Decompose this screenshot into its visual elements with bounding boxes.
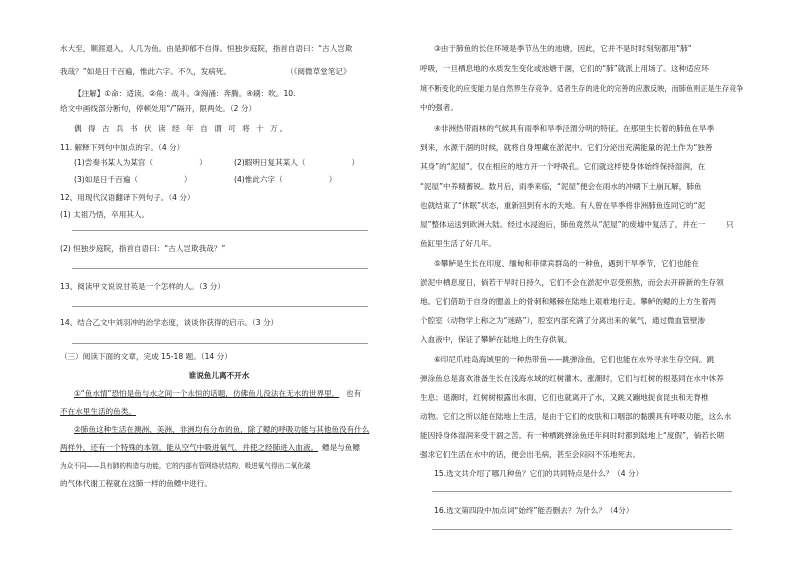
source-citation: （《阅微草堂笔记》: [286, 67, 351, 76]
answer-line[interactable]: [72, 230, 368, 231]
question-12: 12、用现代汉语翻译下列句子。（4 分）: [60, 193, 195, 202]
q12-item-1: (1) 太祖乃悟，卒用其人。: [60, 210, 150, 219]
article-para-2-cont: 为众不同——具有肺的构造与功能，它的内部有管网络状结构，吸进氧气得出二氧化碳: [60, 462, 311, 470]
annotation-note: 【注解】①命：适读。②角：战斗。③洶涌：奔腾。④刷：吹。10.: [74, 89, 296, 98]
q11-row-2: (3)如是日千百遍（ ） (4)惟此六字（ ）: [74, 175, 337, 184]
article-para-5-cont: 入血液中，保证了攀鲈在陆地上的生存供氧。: [420, 335, 572, 344]
answer-line[interactable]: [72, 343, 368, 344]
article-para-3-cont: 呼吸，一旦栖息地的水质发生变化或池塘干涸，它们的“肺”就派上用场了。这种适应环: [420, 64, 709, 73]
answer-line[interactable]: [72, 306, 368, 307]
article-para-4-cont: 鱼缸里生活了好几年。: [420, 239, 496, 248]
section-3-heading: （三）阅读下面的文章，完成 15-18 题。（14 分）: [60, 352, 232, 361]
answer-line[interactable]: [432, 491, 732, 492]
article-para-2: ②肺鱼这种生活在澳洲、美洲、非洲均有分布的鱼，除了鳃的呼吸功能与其他鱼没有什么: [74, 425, 370, 434]
article-para-1-cont: 不在水里生活的鱼类。: [60, 407, 136, 416]
article-para-3-cont: 中的强者。: [420, 103, 458, 112]
article-para-4-cont: 屋”整体运送到欧洲大陆。经过水浸泡后，肺鱼竟然从“泥屋”的废墟中复活了，并在一 只: [420, 220, 734, 229]
article-para-6: ⑥印尼爪哇岛海域里的一种热带鱼——跳弹涂鱼，它们也能在水外寻求生存空间。跳: [434, 355, 715, 364]
article-para-6-cont: 弹涂鱼总是喜欢准备生长在浅海水域的红树灌木。涨潮时，它们与红树的根基同在水中休养: [420, 374, 724, 383]
article-title: 谁说鱼儿离不开水: [188, 371, 250, 380]
question-15: 15.选文共介绍了哪几种鱼？它们的共同特点是什么？（4 分）: [434, 469, 644, 478]
article-para-5-cont: 淤泥中栖息度日，倘若干旱时日持久，它们不会在淤泥中忍受煎熬，而会去开辟新的生存领: [420, 278, 724, 287]
article-para-2-end: 的气体代谢工程就在这肺一样的鱼鳔中进行。: [60, 479, 212, 488]
question-14: 14、结合乙文中刘羽冲的治学态度，谈谈你获得的启示。（3 分）: [60, 318, 279, 327]
question-16: 16.选文第四段中加点词“始终”能否删去？为什么？（4分）: [434, 506, 634, 515]
question-10: 给文中画线部分断句，停顿处用“/”隔开，限两处。（2 分）: [60, 104, 257, 113]
article-para-1: ①“鱼水情”恐怕是鱼与水之间一个永恒的话题，仿佛鱼儿没法在无水的世界里， 也有: [74, 389, 362, 398]
article-para-5-cont: 地。它们借助于自身的腮盖上的骨刺和鳍棘在陆地上艰难地行走。攀鲈的鳃的上方生着两: [420, 297, 717, 306]
article-para-6-cont: 强求它们生活在水中的话，便会出毛病，甚至会闷闷不乐地死去。: [420, 450, 641, 459]
q12-item-2: (2) 恒独步庭院，指首自语曰：“古人岂欺我哉？”: [60, 244, 226, 253]
article-para-4-cont: “泥屋”中养精蓄锐。数月后，雨季来临，“泥屋”便会在雨水的冲刷下土崩瓦解，肺鱼: [420, 182, 702, 191]
article-para-3-cont: 境不断变化的应变能力是自然界生存竞争、适者生存的进化的完善的应激反映，而肺鱼则正是生存竞争: [420, 84, 744, 93]
article-para-4-cont: 其身”的“泥屋”，仅在相应的地方开一个呼吸孔。它们就这样使身体始终保持湿润，在: [420, 162, 706, 171]
article-para-4-cont: 到来，水源干涸的时候，就将自身埋藏在淤泥中。它们分泌出充满能量的泥土作为“独善: [420, 143, 713, 152]
answer-line[interactable]: [432, 529, 732, 530]
story-line: 水大至，顺涯退入，人几为鱼。由是抑郁不自得。恒独步庭院，指首自语曰：“古人岂欺: [60, 44, 353, 53]
story-line: 我哉？”如是日千百遍，惟此六字。不久，发病死。 （《阅微草堂笔记》: [60, 67, 351, 76]
answer-line[interactable]: [72, 268, 368, 269]
article-para-5-cont: 个腔室（动物学上称之为“迷路”），腔室内部充满了分离出来的氧气，通过微血管壁渗: [420, 316, 706, 325]
article-para-4-cont: 也就结束了“休眠”状态，重新回到有水的天地。有人曾在旱季将非洲肺鱼连同它的“泥: [420, 201, 706, 210]
article-para-6-cont: 动物。它们之所以能在陆地上生活，是由于它们的皮肤和口咽部的黏膜具有呼吸功能，这么水: [420, 412, 732, 421]
article-para-2-cont: 两样外，还有一个特殊的本领，能从空气中吸进氧气，并使之经肺进入血液。 鳔是与鱼鳔: [60, 443, 360, 452]
article-para-3: ③由于肺鱼的长住环境是季节丛生的池塘，因此，它并不是时时刻刻都用“肺”: [434, 44, 692, 53]
question-13: 13、阅读甲文说说甘英是一个怎样的人。（3 分）: [60, 282, 225, 291]
punctuation-sentence: 偶 得 古 兵 书 伏 读 经 年 自 谓 可 将 十 万。: [74, 124, 290, 133]
question-11: 11. 解释下列句中加点的字。（4 分）: [60, 143, 185, 152]
article-para-6-cont: 能因持身体湿润来受干涸之苦。有一种栖跳弹涂鱼还年间时时都到陆地上“度假”，倘若长期: [420, 431, 725, 440]
article-para-6-cont: 生息；退潮时，红树树根露出水面，它们也就离开了水，又跳又蹦地捉食昆虫和无脊椎: [420, 393, 709, 402]
article-para-5: ⑤攀鲈是生长在印度、缅甸和菲律宾群岛的一种鱼，遇到干旱季节，它们也能在: [434, 259, 699, 268]
q11-row-1: (1)尝奏书某人为某官（ ） (2)暇明日复其某人（ ）: [74, 158, 360, 167]
article-para-4: ④非洲热带雨林的气候具有雨季和旱季泾渭分明的特征。在那里生长着的肺鱼在旱季: [434, 124, 715, 133]
